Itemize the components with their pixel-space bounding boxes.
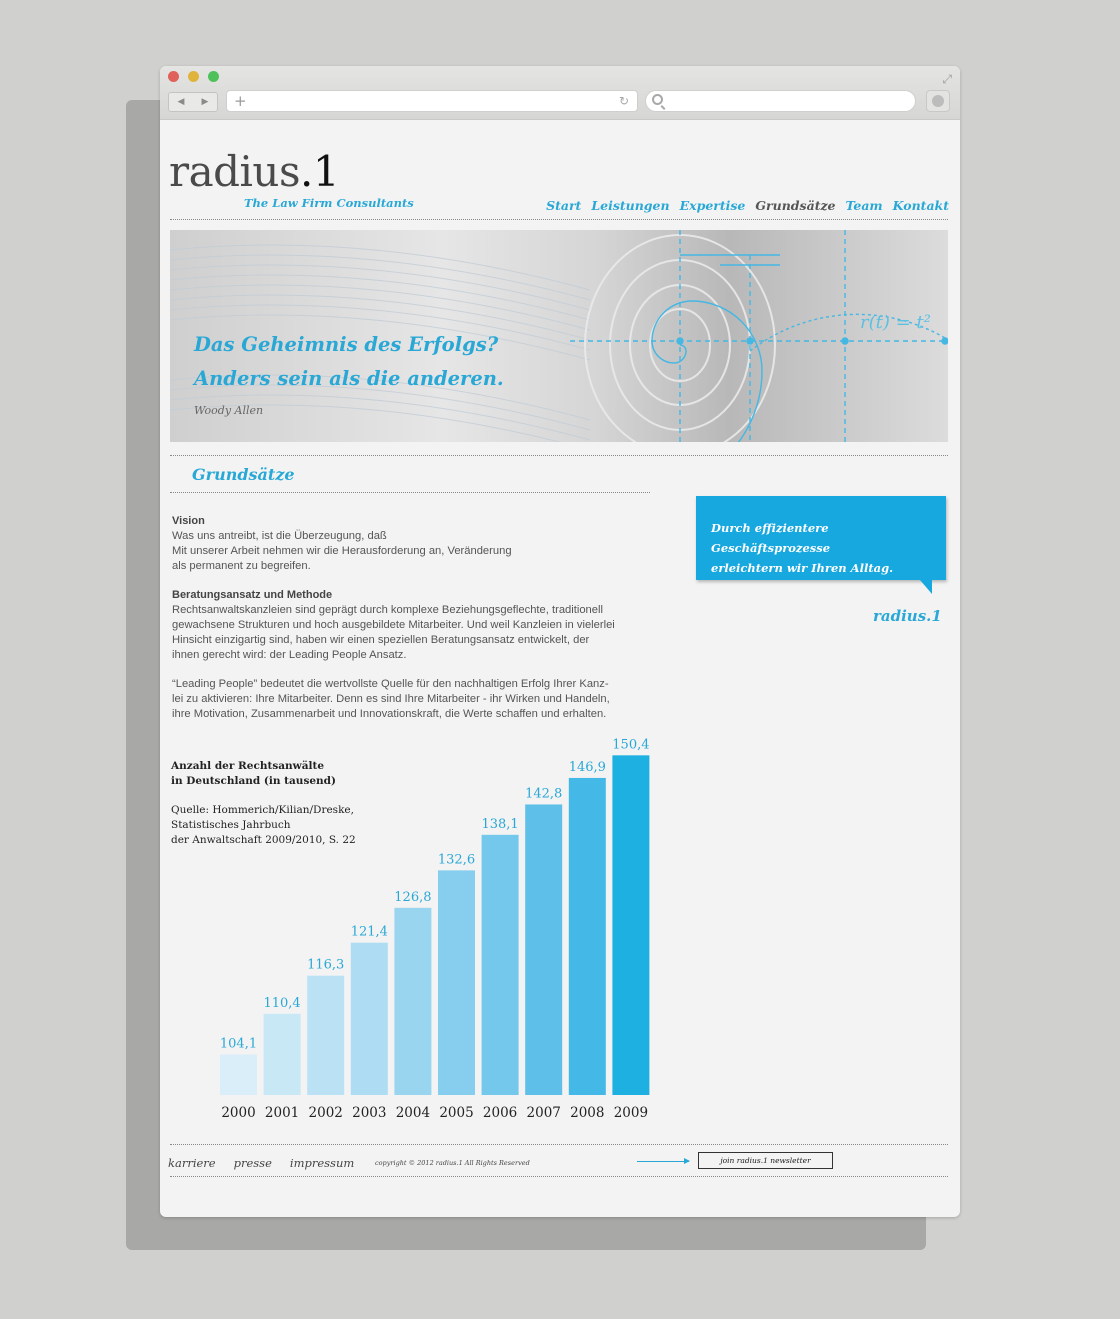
quote-author: Woody Allen [194, 404, 264, 417]
quote-line-2: Anders sein als die anderen. [194, 367, 504, 390]
chart-source-line: der Anwaltschaft 2009/2010, S. 22 [171, 834, 356, 846]
history-buttons [168, 92, 218, 112]
footer-links [168, 1156, 354, 1170]
method-line: ihnen gerecht wird: der Leading People Ansatz. [172, 649, 407, 661]
leading-line: “Leading People” bedeutet die wertvollste Quelle für den nachhaltigen Erfolg Ihrer Kanz- [172, 678, 609, 690]
address-bar[interactable] [226, 90, 638, 112]
nav-item-team[interactable]: Team [845, 198, 883, 213]
hero-formula: r(t) = t² [860, 312, 931, 333]
leading-line: lei zu aktivieren: Ihre Mitarbeiter. Denn es sind Ihre Mitarbeiter - ihr Wirken und Handeln, [172, 693, 610, 705]
nav-item-expertise[interactable]: Expertise [679, 198, 746, 213]
main-navigation [546, 198, 949, 213]
vision-block [172, 514, 642, 574]
footer-divider-top [170, 1144, 948, 1145]
bar-2001 [264, 1014, 301, 1095]
site-logo[interactable] [169, 147, 339, 196]
method-block [172, 588, 642, 663]
method-heading: Beratungsansatz und Methode [172, 589, 333, 601]
x-tick-label: 2000 [221, 1105, 256, 1121]
x-tick-label: 2003 [352, 1105, 387, 1121]
maximize-window-button[interactable] [208, 71, 219, 82]
web-page [160, 121, 960, 1217]
footer-link-presse[interactable]: presse [233, 1156, 272, 1170]
minimize-window-button[interactable] [188, 71, 199, 82]
vision-line: Mit unserer Arbeit nehmen wir die Herausforderung an, Veränderung [172, 545, 512, 557]
nav-item-grundsaetze[interactable]: Grundsätze [755, 198, 836, 213]
x-tick-label: 2004 [395, 1105, 431, 1121]
vision-line: Was uns antreibt, ist die Überzeugung, daß [172, 530, 387, 542]
browser-toolbar [160, 66, 960, 120]
bar-2005 [438, 870, 475, 1095]
reload-icon[interactable]: ↻ [618, 94, 629, 108]
add-icon[interactable]: + [234, 92, 247, 110]
x-tick-label: 2001 [264, 1105, 300, 1121]
quote-line-1: Das Geheimnis des Erfolgs? [194, 333, 499, 356]
sidebar-brand: radius.1 [873, 607, 942, 625]
bar-value-label: 132,6 [437, 852, 476, 868]
bar-chart [160, 721, 680, 1131]
footer-divider-bottom [170, 1176, 948, 1177]
x-tick-label: 2005 [439, 1105, 474, 1121]
bar-2002 [307, 976, 344, 1095]
method-line: gewachsene Strukturen und hoch ausgebildete Mitarbeiter. Und weil Kanzleien in vielerlei [172, 619, 615, 631]
chart-source-line: Statistisches Jahrbuch [171, 819, 291, 831]
nav-item-kontakt[interactable]: Kontakt [892, 198, 949, 213]
logo-text: radius [169, 147, 301, 196]
hero-quote [194, 328, 504, 396]
bubble-line-2: erleichtern wir Ihren Alltag. [711, 561, 894, 575]
extension-button[interactable] [926, 90, 950, 112]
leading-people-block [172, 677, 642, 722]
bar-value-label: 150,4 [612, 737, 650, 753]
arrow-icon [637, 1161, 689, 1162]
hero-banner [170, 230, 948, 442]
method-line: Rechtsanwaltskanzleien sind geprägt durch komplexe Beziehungsgeflechte, traditionell [172, 604, 603, 616]
bar-2000 [220, 1055, 257, 1095]
forward-icon[interactable]: ▶ [201, 97, 209, 107]
bar-2007 [525, 804, 562, 1095]
back-icon[interactable]: ◀ [177, 97, 185, 107]
bar-value-label: 104,1 [219, 1036, 258, 1052]
speech-bubble [696, 496, 946, 580]
bar-value-label: 146,9 [568, 759, 606, 775]
browser-window [160, 66, 960, 1217]
x-tick-label: 2002 [308, 1105, 343, 1121]
bar-value-label: 138,1 [481, 816, 519, 832]
hero-divider [170, 455, 948, 456]
bar-value-label: 142,8 [525, 786, 563, 802]
x-tick-label: 2008 [570, 1105, 605, 1121]
bubble-line-1: Durch effizientere Geschäftsprozesse [711, 521, 831, 555]
bar-value-label: 110,4 [263, 995, 301, 1011]
nav-item-start[interactable]: Start [546, 198, 582, 213]
x-tick-label: 2006 [482, 1105, 518, 1121]
bar-2009 [612, 755, 649, 1095]
close-window-button[interactable] [168, 71, 179, 82]
search-icon [652, 94, 663, 105]
bar-value-label: 116,3 [307, 957, 345, 973]
leading-line: ihre Motivation, Zusammenarbeit und Innovationskraft, die Werte schaffen und erhalten. [172, 708, 607, 720]
golden-spiral [570, 230, 948, 442]
newsletter-button[interactable]: join radius.1 newsletter [698, 1152, 833, 1169]
footer-link-impressum[interactable]: impressum [289, 1156, 355, 1170]
bar-2006 [482, 835, 519, 1095]
footer-link-karriere[interactable]: karriere [168, 1156, 216, 1170]
x-tick-label: 2009 [613, 1105, 649, 1121]
chart-title-line-2: in Deutschland (in tausend) [171, 775, 336, 787]
search-input[interactable] [645, 90, 916, 112]
section-divider [170, 492, 650, 493]
site-tagline: The Law Firm Consultants [244, 196, 414, 210]
chart-source-line: Quelle: Hommerich/Kilian/Dreske, [171, 804, 354, 816]
bar-2008 [569, 778, 606, 1095]
method-line: Hinsicht einzigartig sind, haben wir einen speziellen Beratungsansatz entwickelt, der [172, 634, 590, 646]
bar-value-label: 126,8 [394, 889, 432, 905]
nav-item-leistungen[interactable]: Leistungen [591, 198, 670, 213]
fullscreen-icon[interactable]: ⤢ [942, 72, 952, 86]
logo-suffix: .1 [300, 147, 340, 196]
header-divider [170, 219, 948, 220]
chart-title-line-1: Anzahl der Rechtsanwälte [171, 760, 325, 772]
bar-2004 [394, 908, 431, 1095]
vision-heading: Vision [172, 515, 205, 527]
bar-value-label: 121,4 [350, 924, 388, 940]
copyright-text: copyright © 2012 radius.1 All Rights Reserved [375, 1159, 530, 1167]
x-tick-label: 2007 [526, 1105, 561, 1121]
vision-line: als permanent zu begreifen. [172, 560, 311, 572]
section-title: Grundsätze [192, 465, 295, 484]
bar-2003 [351, 943, 388, 1095]
